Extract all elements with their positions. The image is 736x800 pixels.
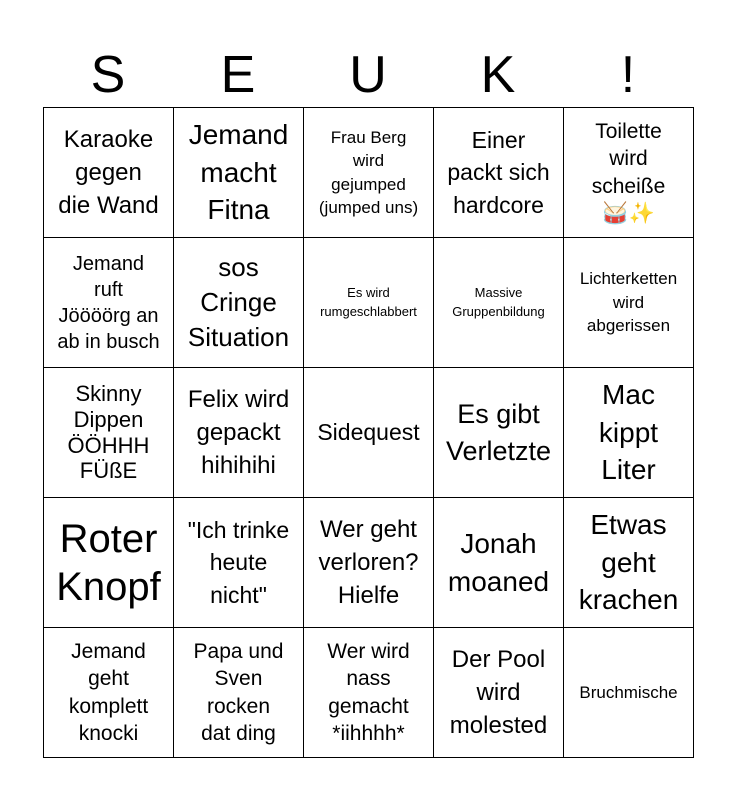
bingo-cell[interactable]: Skinny Dippen ÖÖHHH FÜßE: [44, 368, 174, 498]
bingo-cell[interactable]: Papa und Sven rocken dat ding: [174, 628, 304, 758]
bingo-cell[interactable]: Frau Berg wird gejumped (jumped uns): [304, 108, 434, 238]
bingo-cell[interactable]: Es wird rumgeschlabbert: [304, 238, 434, 368]
header-letter-s: S: [90, 46, 126, 104]
bingo-cell[interactable]: Wer wird nass gemacht *iihhhh*: [304, 628, 434, 758]
header-letter-u: U: [349, 46, 387, 104]
bingo-cell[interactable]: Felix wird gepackt hihihihi: [174, 368, 304, 498]
bingo-cell[interactable]: Toilette wird scheiße 🥁✨: [564, 108, 694, 238]
bingo-cell[interactable]: Mac kippt Liter: [564, 368, 694, 498]
bingo-cell[interactable]: Jemand ruft Jöööörg an ab in busch: [44, 238, 174, 368]
bingo-header: [43, 44, 693, 106]
bingo-cell[interactable]: Jonah moaned: [434, 498, 564, 628]
header-letter-e: E: [220, 46, 256, 104]
bingo-cell[interactable]: Einer packt sich hardcore: [434, 108, 564, 238]
bingo-cell[interactable]: Sidequest: [304, 368, 434, 498]
bingo-cell[interactable]: Etwas geht krachen: [564, 498, 694, 628]
bingo-cell[interactable]: Jemand macht Fitna: [174, 108, 304, 238]
bingo-cell[interactable]: Der Pool wird molested: [434, 628, 564, 758]
header-letter-k: K: [480, 46, 516, 104]
header-letter-exclamation: !: [620, 46, 636, 104]
bingo-cell[interactable]: sos Cringe Situation: [174, 238, 304, 368]
bingo-cell[interactable]: Roter Knopf: [44, 498, 174, 628]
bingo-cell[interactable]: Karaoke gegen die Wand: [44, 108, 174, 238]
bingo-cell[interactable]: Jemand geht komplett knocki: [44, 628, 174, 758]
bingo-cell[interactable]: Bruchmische: [564, 628, 694, 758]
bingo-cell[interactable]: Wer geht verloren? Hielfe: [304, 498, 434, 628]
bingo-cell[interactable]: Lichterketten wird abgerissen: [564, 238, 694, 368]
bingo-board: [43, 107, 694, 758]
bingo-cell[interactable]: Massive Gruppenbildung: [434, 238, 564, 368]
bingo-cell[interactable]: Es gibt Verletzte: [434, 368, 564, 498]
bingo-cell[interactable]: "Ich trinke heute nicht": [174, 498, 304, 628]
